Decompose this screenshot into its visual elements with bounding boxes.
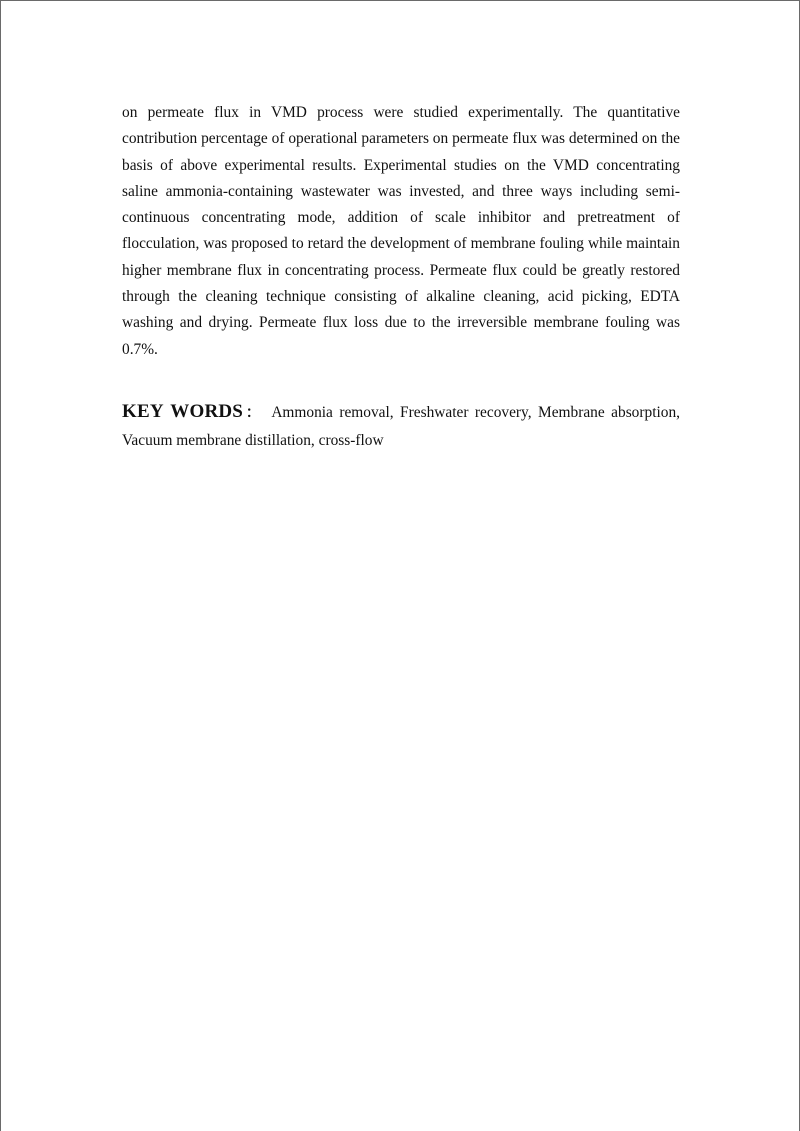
keywords-label: KEY WORDS (122, 400, 244, 422)
keywords-separator: ： (243, 404, 264, 421)
keywords-block (122, 398, 680, 454)
keywords-text: Ammonia removal, Freshwater recovery, Membrane absorption, Vacuum membrane distillation, cross-flow (122, 403, 680, 449)
abstract-paragraph: on permeate flux in VMD process were studied experimentally. The quantitative contribution percentage of operational parameters on permeate flux was determined on the basis of above experimental results. Experimental studies on the VMD concentrating saline ammonia-containing wastewater was invested, and three ways including semi-continuous concentrating mode, addition of scale inhibitor and pretreatment of flocculation, was proposed to retard the development of membrane fouling while maintain higher membrane flux in concentrating process. Permeate flux could be greatly restored through the cleaning technique consisting of alkaline cleaning, acid picking, EDTA washing and drying. Permeate flux loss due to the irreversible membrane fouling was 0.7%. (122, 104, 680, 358)
abstract-section (122, 100, 680, 454)
